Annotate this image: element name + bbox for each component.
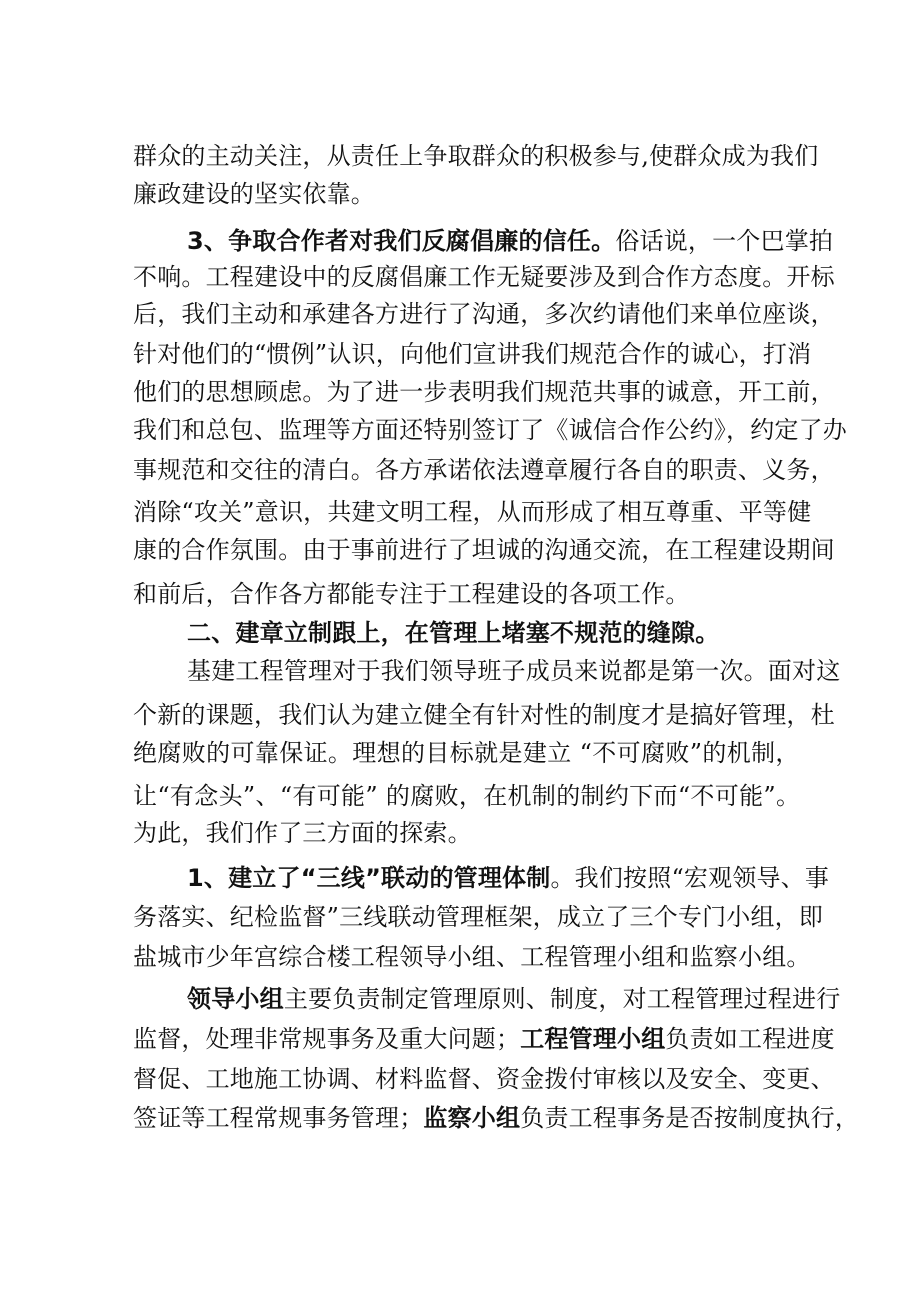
- body-text: 。我们按照“宏观领导、事: [550, 864, 830, 892]
- body-text: 主要负责制定管理原则、制度，对工程管理过程进行: [283, 985, 841, 1013]
- body-text: 个新的课题，我们认为建立健全有针对性的制度才是搞好管理，杜: [133, 701, 835, 729]
- text-line-24: [133, 1064, 835, 1094]
- text-line-17: [133, 781, 800, 811]
- bold-heading-text: 3、争取合作者对我们反腐倡廉的信任。: [187, 227, 616, 255]
- body-text: 消除“攻关”意识，共建文明工程，从而形成了相互尊重、平等健: [133, 498, 812, 526]
- body-text: 针对他们的“惯例”认识，向他们宣讲我们规范合作的诚心，打消: [133, 340, 812, 368]
- text-line-19: [187, 863, 829, 893]
- body-text: 俗话说，一个巴掌拍: [615, 227, 834, 255]
- body-text: 负责工程事务是否按制度执行，: [520, 1104, 860, 1132]
- body-text: 基建工程管理对于我们领导班子成员来说都是第一次。面对这: [187, 657, 841, 685]
- body-text: 为此，我们作了三方面的探索。: [133, 819, 472, 847]
- body-text: 让“有念头”、“有可能” 的腐败，在机制的制约下而“不可能”。: [133, 782, 801, 810]
- text-line-10: [133, 497, 811, 527]
- text-line-23: [133, 1024, 835, 1054]
- text-line-12: [133, 579, 690, 609]
- text-line-2: [133, 179, 375, 209]
- body-text: 绝腐败的可靠保证。理想的目标就是建立 “不可腐败”的机制，: [133, 739, 800, 767]
- text-line-1: [133, 141, 818, 171]
- text-line-16: [133, 738, 800, 768]
- text-line-4: [133, 262, 835, 292]
- text-line-13: [187, 618, 719, 648]
- body-text: 群众的主动关注，从责任上争取群众的积极参与,使群众成为我们: [133, 142, 819, 170]
- text-line-3: [187, 226, 833, 256]
- text-line-8: [133, 415, 847, 445]
- body-text: 和前后，合作各方都能专注于工程建设的各项工作。: [133, 580, 690, 608]
- body-text: 签证等工程常规事务管理；: [133, 1104, 424, 1132]
- body-text: 监督，处理非常规事务及重大问题；: [133, 1025, 521, 1053]
- text-line-6: [133, 339, 811, 369]
- bold-heading-text: 领导小组: [187, 985, 284, 1013]
- text-line-18: [133, 818, 472, 848]
- text-line-11: [133, 535, 835, 565]
- text-line-22: [187, 984, 840, 1014]
- body-text: 康的合作氛围。由于事前进行了坦诚的沟通交流，在工程建设期间: [133, 536, 835, 564]
- bold-heading-text: 1、建立了“三线”联动的管理体制: [187, 864, 551, 892]
- body-text: 督促、工地施工协调、材料监督、资金拨付审核以及安全、变更、: [133, 1065, 835, 1093]
- body-text: 我们和总包、监理等方面还特别签订了《诚信合作公约》，约定了办: [133, 416, 847, 444]
- body-text: 务落实、纪检监督”三线联动管理框架，成立了三个专门小组，即: [133, 903, 824, 931]
- body-text: 廉政建设的坚实依靠。: [133, 180, 375, 208]
- text-line-20: [133, 902, 823, 932]
- body-text: 后，我们主动和承建各方进行了沟通，多次约请他们来单位座谈，: [133, 300, 835, 328]
- bold-heading-text: 工程管理小组: [520, 1025, 666, 1053]
- body-text: 盐城市少年宫综合楼工程领导小组、工程管理小组和监察小组。: [133, 943, 811, 971]
- text-line-25: [133, 1103, 859, 1133]
- body-text: 不响。工程建设中的反腐倡廉工作无疑要涉及到合作方态度。开标: [133, 263, 835, 291]
- text-line-7: [133, 377, 835, 407]
- body-text: 负责如工程进度: [665, 1025, 835, 1053]
- text-line-21: [133, 942, 811, 972]
- text-line-14: [187, 656, 840, 686]
- bold-heading-text: 二、建章立制跟上，在管理上堵塞不规范的缝隙。: [187, 619, 720, 647]
- body-text: 事规范和交往的清白。各方承诺依法遵章履行各自的职责、义务，: [133, 456, 835, 484]
- body-text: 他们的思想顾虑。为了进一步表明我们规范共事的诚意，开工前，: [133, 378, 835, 406]
- text-line-9: [133, 455, 835, 485]
- text-line-5: [133, 299, 835, 329]
- bold-heading-text: 监察小组: [423, 1104, 521, 1132]
- text-line-15: [133, 700, 835, 730]
